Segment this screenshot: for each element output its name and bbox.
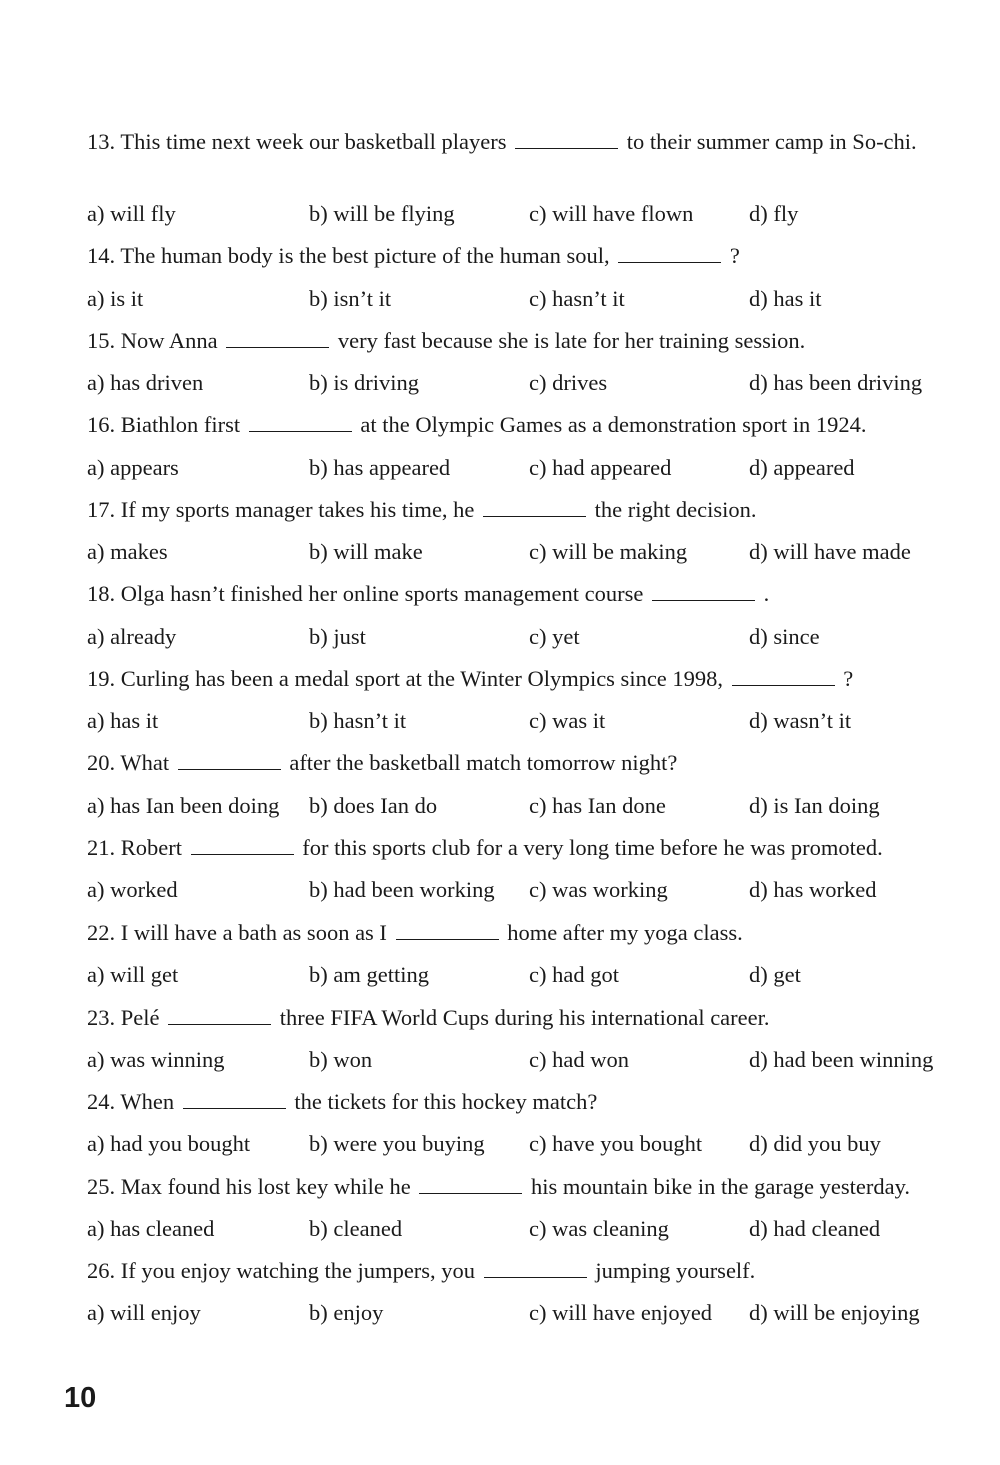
answer-blank[interactable] — [226, 329, 329, 348]
option-b[interactable]: b) does Ian do — [309, 793, 438, 818]
option-a[interactable]: a) will fly — [87, 201, 176, 226]
option-b[interactable]: b) were you buying — [309, 1131, 485, 1156]
answer-blank[interactable] — [484, 1259, 587, 1278]
option-a[interactable]: a) was winning — [87, 1047, 225, 1072]
option-a[interactable]: a) is it — [87, 286, 144, 311]
option-d[interactable]: d) get — [749, 962, 801, 987]
option-d[interactable]: d) appeared — [749, 455, 855, 480]
answer-blank[interactable] — [732, 667, 835, 686]
question-23 — [87, 1003, 967, 1032]
options-row — [87, 960, 987, 990]
page-number: 10 — [64, 1382, 97, 1414]
question-22 — [87, 918, 967, 947]
question-text-end: at the Olympic Games as a demonstration sport in 1924. — [360, 412, 867, 437]
options-row — [87, 537, 987, 567]
option-c[interactable]: c) was it — [529, 708, 606, 733]
option-c[interactable]: c) will have flown — [529, 201, 694, 226]
option-b[interactable]: b) cleaned — [309, 1216, 403, 1241]
question-text-end: . — [763, 581, 770, 606]
question-17 — [87, 495, 967, 524]
question-19 — [87, 664, 967, 693]
answer-blank[interactable] — [419, 1175, 522, 1194]
answer-blank[interactable] — [618, 244, 721, 263]
options-row — [87, 706, 987, 736]
option-a[interactable]: a) worked — [87, 877, 178, 902]
option-b[interactable]: b) isn’t it — [309, 286, 392, 311]
option-d[interactable]: d) will have made — [749, 539, 911, 564]
option-b[interactable]: b) enjoy — [309, 1300, 384, 1325]
option-d[interactable]: d) has worked — [749, 877, 877, 902]
option-c[interactable]: c) have you bought — [529, 1131, 703, 1156]
question-text-end: the tickets for this hockey match? — [294, 1089, 598, 1114]
option-c[interactable]: c) yet — [529, 624, 580, 649]
question-14 — [87, 241, 967, 270]
question-text: 18. Olga hasn’t finished her online sports management course — [87, 581, 644, 606]
question-text: 26. If you enjoy watching the jumpers, you — [87, 1258, 476, 1283]
question-text: 20. What — [87, 750, 170, 775]
option-d[interactable]: d) has it — [749, 286, 822, 311]
question-text-end: home after my yoga class. — [507, 920, 743, 945]
question-text-end: ? — [729, 243, 740, 268]
question-text: 22. I will have a bath as soon as I — [87, 920, 387, 945]
question-text: 14. The human body is the best picture of the human soul, — [87, 243, 610, 268]
question-13 — [87, 127, 962, 156]
options-row — [87, 199, 987, 229]
answer-blank[interactable] — [652, 582, 755, 601]
option-d[interactable]: d) has been driving — [749, 370, 923, 395]
options-row — [87, 1129, 987, 1159]
option-c[interactable]: c) drives — [529, 370, 608, 395]
option-a[interactable]: a) will enjoy — [87, 1300, 201, 1325]
question-text: 15. Now Anna — [87, 328, 218, 353]
question-text: 19. Curling has been a medal sport at the Winter Olympics since 1998, — [87, 666, 724, 691]
option-d[interactable]: d) had been winning — [749, 1047, 934, 1072]
question-text-end: very fast because she is late for her training session. — [337, 328, 806, 353]
question-text: 13. This time next week our basketball players — [87, 129, 507, 154]
option-b[interactable]: b) has appeared — [309, 455, 451, 480]
options-row — [87, 791, 987, 821]
question-text-end: for this sports club for a very long time before he was promoted. — [302, 835, 883, 860]
options-row — [87, 284, 987, 314]
question-text-end: to their summer camp in So-chi. — [626, 129, 917, 154]
question-26 — [87, 1256, 967, 1285]
question-text-end: his mountain bike in the garage yesterday. — [530, 1174, 911, 1199]
option-c[interactable]: c) was working — [529, 877, 668, 902]
question-16 — [87, 410, 967, 439]
option-b[interactable]: b) won — [309, 1047, 373, 1072]
question-text: 24. When — [87, 1089, 175, 1114]
answer-blank[interactable] — [396, 921, 499, 940]
answer-blank[interactable] — [183, 1090, 286, 1109]
question-text-end: the right decision. — [594, 497, 757, 522]
option-a[interactable]: a) appears — [87, 455, 179, 480]
answer-blank[interactable] — [483, 498, 586, 517]
option-c[interactable]: c) had appeared — [529, 455, 672, 480]
option-d[interactable]: d) did you buy — [749, 1131, 881, 1156]
options-row — [87, 1045, 987, 1075]
option-a[interactable]: a) has cleaned — [87, 1216, 215, 1241]
options-row — [87, 368, 987, 398]
question-text-end: jumping yourself. — [595, 1258, 756, 1283]
option-c[interactable]: c) had won — [529, 1047, 629, 1072]
question-15 — [87, 326, 967, 355]
option-a[interactable]: a) had you bought — [87, 1131, 251, 1156]
option-a[interactable]: a) has Ian been doing — [87, 793, 280, 818]
options-row — [87, 875, 987, 905]
option-b[interactable]: b) am getting — [309, 962, 429, 987]
option-d[interactable]: d) will be enjoying — [749, 1300, 920, 1325]
option-b[interactable]: b) hasn’t it — [309, 708, 407, 733]
question-text-end: three FIFA World Cups during his international career. — [279, 1005, 770, 1030]
option-b[interactable]: b) is driving — [309, 370, 419, 395]
option-d[interactable]: d) since — [749, 624, 820, 649]
answer-blank[interactable] — [191, 836, 294, 855]
option-d[interactable]: d) wasn’t it — [749, 708, 852, 733]
question-21 — [87, 833, 967, 862]
option-a[interactable]: a) has it — [87, 708, 159, 733]
question-18 — [87, 579, 967, 608]
option-d[interactable]: d) had cleaned — [749, 1216, 881, 1241]
options-row — [87, 622, 987, 652]
option-b[interactable]: b) will make — [309, 539, 423, 564]
option-b[interactable]: b) just — [309, 624, 366, 649]
option-b[interactable]: b) had been working — [309, 877, 495, 902]
options-row — [87, 1214, 987, 1244]
option-a[interactable]: a) makes — [87, 539, 168, 564]
option-c[interactable]: c) will be making — [529, 539, 688, 564]
options-row — [87, 453, 987, 483]
question-text: 21. Robert — [87, 835, 182, 860]
answer-blank[interactable] — [178, 751, 281, 770]
option-c[interactable]: c) hasn’t it — [529, 286, 625, 311]
option-c[interactable]: c) will have enjoyed — [529, 1300, 713, 1325]
option-c[interactable]: c) has Ian done — [529, 793, 666, 818]
option-c[interactable]: c) was cleaning — [529, 1216, 669, 1241]
question-24 — [87, 1087, 967, 1116]
question-text: 25. Max found his lost key while he — [87, 1174, 411, 1199]
option-d[interactable]: d) is Ian doing — [749, 793, 880, 818]
question-text: 17. If my sports manager takes his time, he — [87, 497, 475, 522]
question-25 — [87, 1172, 967, 1201]
option-a[interactable]: a) already — [87, 624, 177, 649]
question-text: 16. Biathlon first — [87, 412, 241, 437]
option-c[interactable]: c) had got — [529, 962, 619, 987]
option-a[interactable]: a) will get — [87, 962, 179, 987]
question-20 — [87, 748, 967, 777]
option-a[interactable]: a) has driven — [87, 370, 204, 395]
answer-blank[interactable] — [249, 413, 352, 432]
question-text: 23. Pelé — [87, 1005, 160, 1030]
options-row — [87, 1298, 987, 1328]
question-text-end: ? — [843, 666, 854, 691]
question-text-end: after the basketball match tomorrow night? — [289, 750, 678, 775]
answer-blank[interactable] — [168, 1006, 271, 1025]
answer-blank[interactable] — [515, 130, 618, 149]
option-d[interactable]: d) fly — [749, 201, 799, 226]
option-b[interactable]: b) will be flying — [309, 201, 455, 226]
